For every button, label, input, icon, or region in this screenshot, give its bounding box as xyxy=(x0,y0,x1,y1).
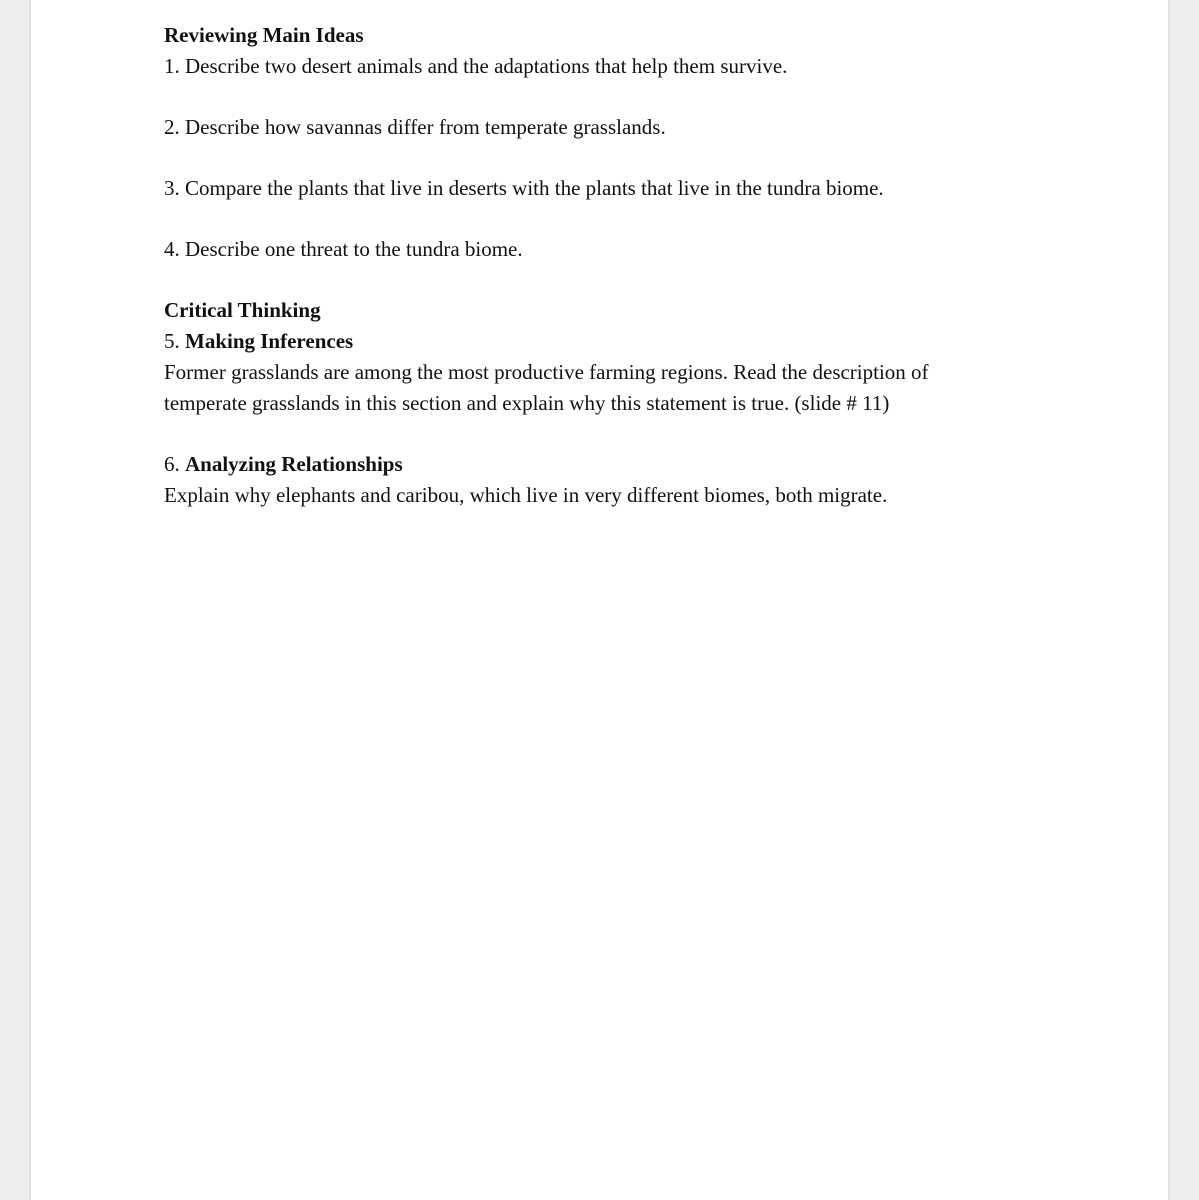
document-content xyxy=(164,20,1004,511)
section-heading-critical-thinking: Critical Thinking xyxy=(164,298,321,322)
section-heading-reviewing-main-ideas: Reviewing Main Ideas xyxy=(164,23,364,47)
question-5-title xyxy=(164,326,1004,357)
question-5-text-line-1: Former grasslands are among the most productive farming regions. Read the description of xyxy=(164,360,929,384)
document-page xyxy=(31,0,1168,1200)
question-5-number: 5. xyxy=(164,329,185,353)
question-3: 3. Compare the plants that live in deserts with the plants that live in the tundra biome. xyxy=(164,176,884,200)
question-6-title-text: Analyzing Relationships xyxy=(185,452,403,476)
question-5-text-line-2: temperate grasslands in this section and explain why this statement is true. (slide # 11) xyxy=(164,391,890,415)
question-1: 1. Describe two desert animals and the adaptations that help them survive. xyxy=(164,54,788,78)
question-6-text-line-1: Explain why elephants and caribou, which live in very different biomes, both migrate. xyxy=(164,483,888,507)
question-4: 4. Describe one threat to the tundra biome. xyxy=(164,237,523,261)
question-6-number: 6. xyxy=(164,452,185,476)
question-6-title xyxy=(164,449,1004,480)
question-2: 2. Describe how savannas differ from temperate grasslands. xyxy=(164,115,666,139)
question-5-title-text: Making Inferences xyxy=(185,329,354,353)
